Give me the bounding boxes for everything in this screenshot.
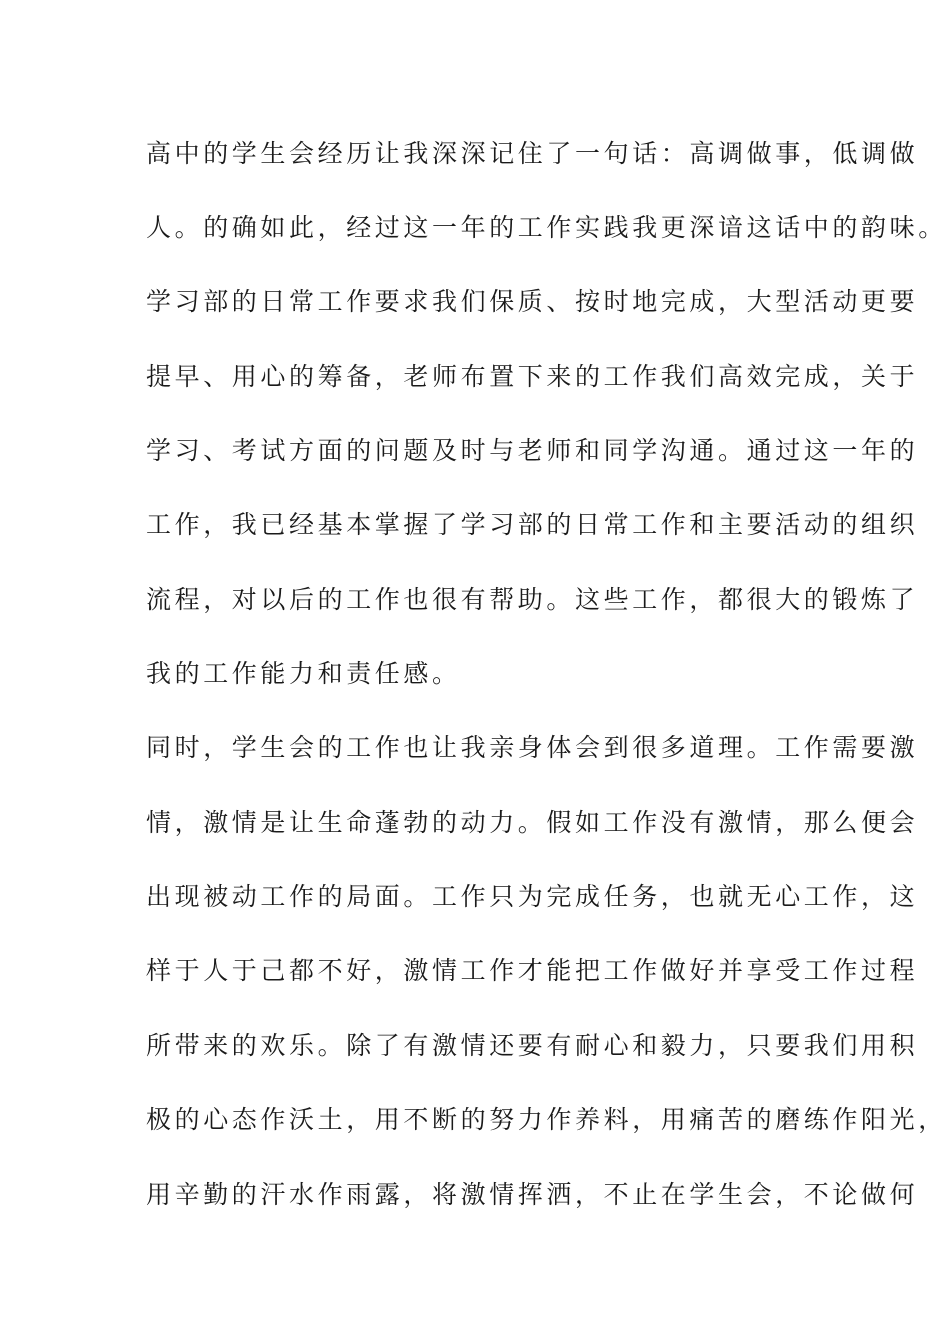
text-line: 出现被动工作的局面。工作只为完成任务，也就无心工作，这	[146, 882, 919, 911]
text-line: 同时，学生会的工作也让我亲身体会到很多道理。工作需要激	[146, 733, 919, 762]
text-line: 人。的确如此，经过这一年的工作实践我更深谙这话中的韵味。	[146, 213, 947, 242]
text-line: 所带来的欢乐。除了有激情还要有耐心和毅力，只要我们用积	[146, 1031, 919, 1060]
text-line: 我的工作能力和责任感。	[146, 659, 461, 688]
text-line: 高中的学生会经历让我深深记住了一句话：高调做事，低调做	[146, 139, 919, 168]
text-line: 学习、考试方面的问题及时与老师和同学沟通。通过这一年的	[146, 436, 919, 465]
text-line: 流程，对以后的工作也很有帮助。这些工作，都很大的锻炼了	[146, 585, 919, 614]
text-line: 情，激情是让生命蓬勃的动力。假如工作没有激情，那么便会	[146, 808, 919, 837]
text-line: 用辛勤的汗水作雨露，将激情挥洒，不止在学生会，不论做何	[146, 1180, 919, 1209]
text-line: 学习部的日常工作要求我们保质、按时地完成，大型活动更要	[146, 287, 919, 316]
text-line: 提早、用心的筹备，老师布置下来的工作我们高效完成，关于	[146, 362, 919, 391]
text-line: 极的心态作沃土，用不断的努力作养料，用痛苦的磨练作阳光，	[146, 1105, 947, 1134]
text-line: 样于人于己都不好，激情工作才能把工作做好并享受工作过程	[146, 956, 919, 985]
text-line: 工作，我已经基本掌握了学习部的日常工作和主要活动的组织	[146, 510, 919, 539]
